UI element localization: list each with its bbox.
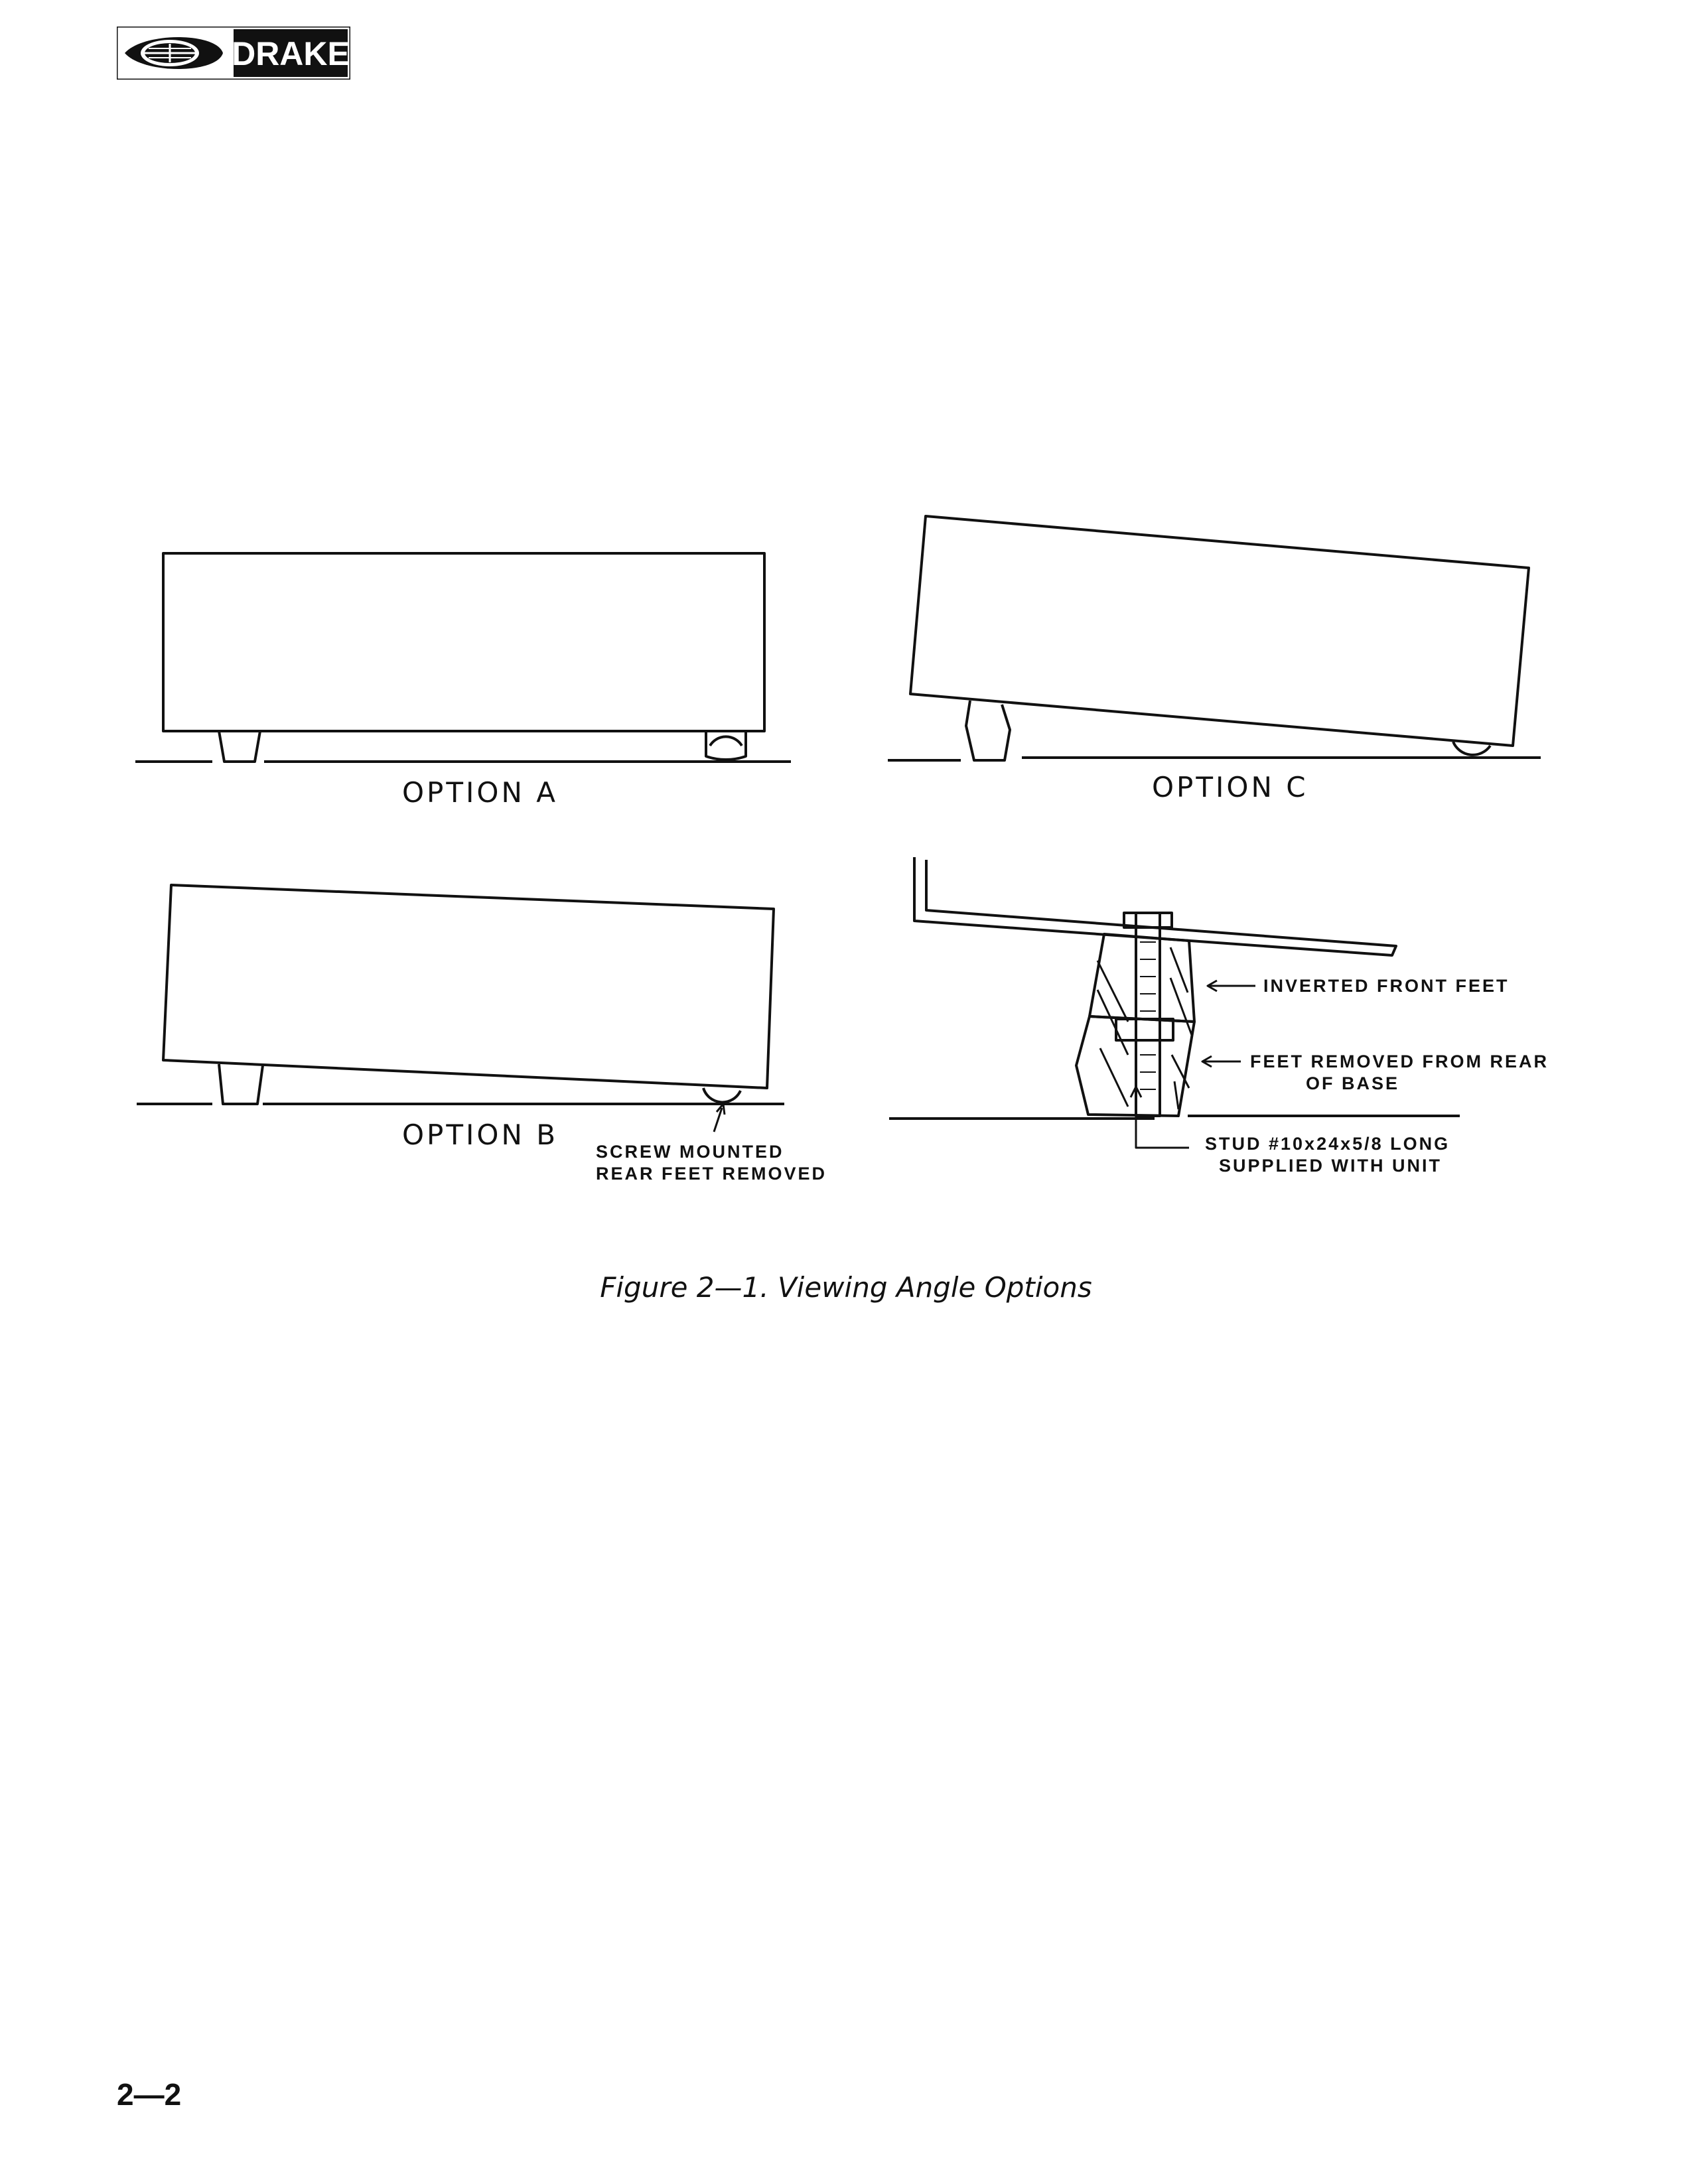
stud-callout: STUD #10x24x5/8 LONG SUPPLIED WITH UNIT [1205, 1134, 1450, 1176]
feet-removed-callout: FEET REMOVED FROM REAR OF BASE [1250, 1052, 1549, 1093]
figure-caption: Figure 2—1. Viewing Angle Options [600, 1271, 1092, 1304]
option-c-diagram [888, 516, 1541, 760]
option-a-diagram [135, 553, 791, 762]
option-c-label: OPTION C [1152, 771, 1308, 803]
option-a-cabinet [163, 553, 764, 731]
option-b-label: OPTION B [402, 1119, 559, 1151]
stud [1136, 913, 1160, 1116]
option-a-front-foot [219, 731, 260, 762]
inverted-front-feet-callout: INVERTED FRONT FEET [1263, 976, 1510, 996]
detail-base-panel [914, 857, 1396, 955]
option-b-rear-foot [703, 1088, 740, 1102]
option-b-front-foot [219, 1064, 263, 1104]
screw-mounted-callout: SCREW MOUNTED REAR FEET REMOVED [596, 1142, 827, 1184]
logo-text: DRAKE [232, 35, 350, 72]
option-c-front-foot [966, 701, 1010, 760]
option-b-diagram [137, 885, 784, 1132]
inverted-feet-detail [889, 857, 1460, 1148]
option-a-label: OPTION A [402, 776, 558, 809]
option-b-cabinet [163, 885, 774, 1088]
page-number: 2—2 [117, 2077, 182, 2112]
